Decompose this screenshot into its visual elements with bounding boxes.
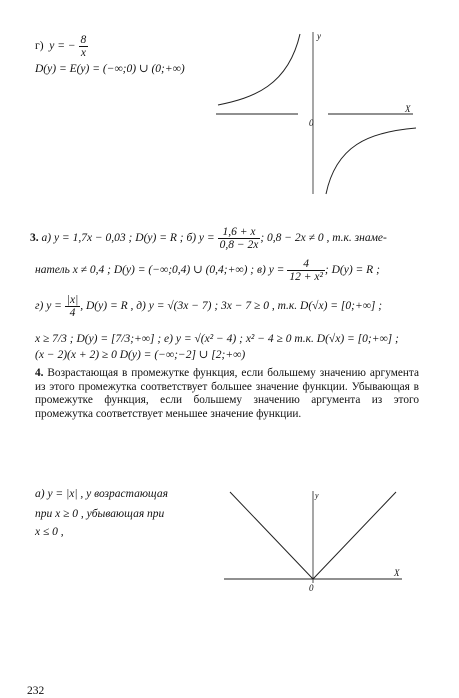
p3-line2 — [35, 258, 380, 283]
abs-value-graph — [218, 487, 408, 597]
p3-line3 — [35, 294, 382, 319]
item-g-denominator: x — [80, 47, 86, 59]
p3-line2-tail: ; D(y) = R ; — [324, 264, 380, 277]
p3-line1-tail: ; 0,8 − 2x ≠ 0 , т.к. знаме- — [260, 232, 387, 245]
page-number: 232 — [27, 685, 45, 697]
p3-line3-tail: , D(y) = R , д) y = √(3x − 7) ; 3x − 7 ≥ 0 , т.к. D(√x) = [0;+∞] ; — [80, 300, 383, 313]
p3-line5: (x − 2)(x + 2) ≥ 0 D(y) = (−∞;−2] ∪ [2;+∞) — [35, 349, 246, 361]
item-g-numerator: 8 — [80, 34, 87, 46]
item-g-domain: D(y) = E(y) = (−∞;0) ∪ (0;+∞) — [35, 63, 185, 75]
p4-text: Возрастающая в промежутке функция, если большему значению аргумента из этого промежутка соответствует большее значение функции. Убывающая в промежутке функция, если большему значению аргумента из этого промежутка соответствует меньшее значение функции. — [35, 367, 419, 420]
p3-g-denominator: 4 — [69, 307, 76, 319]
p3-b-denominator: 0,8 − 2x — [219, 239, 259, 251]
hyperbola-right-branch — [326, 128, 416, 194]
hyperbola-left-branch — [218, 34, 300, 105]
item-a-line3-text: x ≤ 0 , — [35, 526, 64, 538]
p3-g-fraction — [65, 294, 80, 319]
graph2-y-label: y — [315, 491, 319, 500]
item-g-label: г) — [35, 40, 44, 53]
graph2-x-label: X — [394, 568, 400, 578]
p3-line1 — [30, 226, 387, 251]
item-a-line3 — [35, 525, 64, 539]
p4-paragraph — [35, 367, 419, 421]
item-a-line1 — [35, 487, 168, 501]
p3-line4: x ≥ 7/3 ; D(y) = [7/3;+∞] ; е) y = √(x² − 4) ; x² − 4 ≥ 0 т.к. D(√x) = [0;+∞] ; — [35, 333, 399, 345]
item-g-fraction — [79, 34, 89, 59]
graph1-origin-label: 0 — [309, 118, 314, 128]
hyperbola-graph — [208, 26, 423, 201]
abs-left-branch — [230, 492, 313, 579]
p3-b-fraction — [218, 226, 261, 251]
p4-number: 4. — [35, 367, 44, 379]
item-g-lhs: y = − — [49, 40, 76, 53]
p3-c-fraction — [287, 258, 325, 283]
p3-line1-text: а) y = 1,7x − 0,03 ; D(y) = R ; б) y = — [41, 232, 215, 245]
p3-g-numerator: |x| — [66, 294, 79, 306]
p3-line3-text: г) y = — [35, 300, 62, 313]
item-a-line2-text: при x ≥ 0 , убывающая при — [35, 508, 165, 520]
abs-right-branch — [313, 492, 396, 579]
p3-b-numerator: 1,6 + x — [218, 226, 261, 239]
item-a-line1-text: а) y = |x| , y возрастающая — [35, 488, 168, 500]
item-g-formula — [35, 34, 88, 59]
graph1-y-label: y — [317, 31, 321, 41]
graph2-origin-label: 0 — [309, 583, 314, 593]
p3-c-denominator: 12 + x² — [289, 271, 323, 283]
graph1-x-label: X — [405, 104, 411, 114]
p3-number: 3. — [30, 232, 39, 245]
p3-c-numerator: 4 — [287, 258, 325, 271]
item-a-line2 — [35, 507, 164, 521]
p3-line2-text: натель x ≠ 0,4 ; D(y) = (−∞;0,4) ∪ (0,4;+∞) ; в) y = — [35, 264, 285, 277]
